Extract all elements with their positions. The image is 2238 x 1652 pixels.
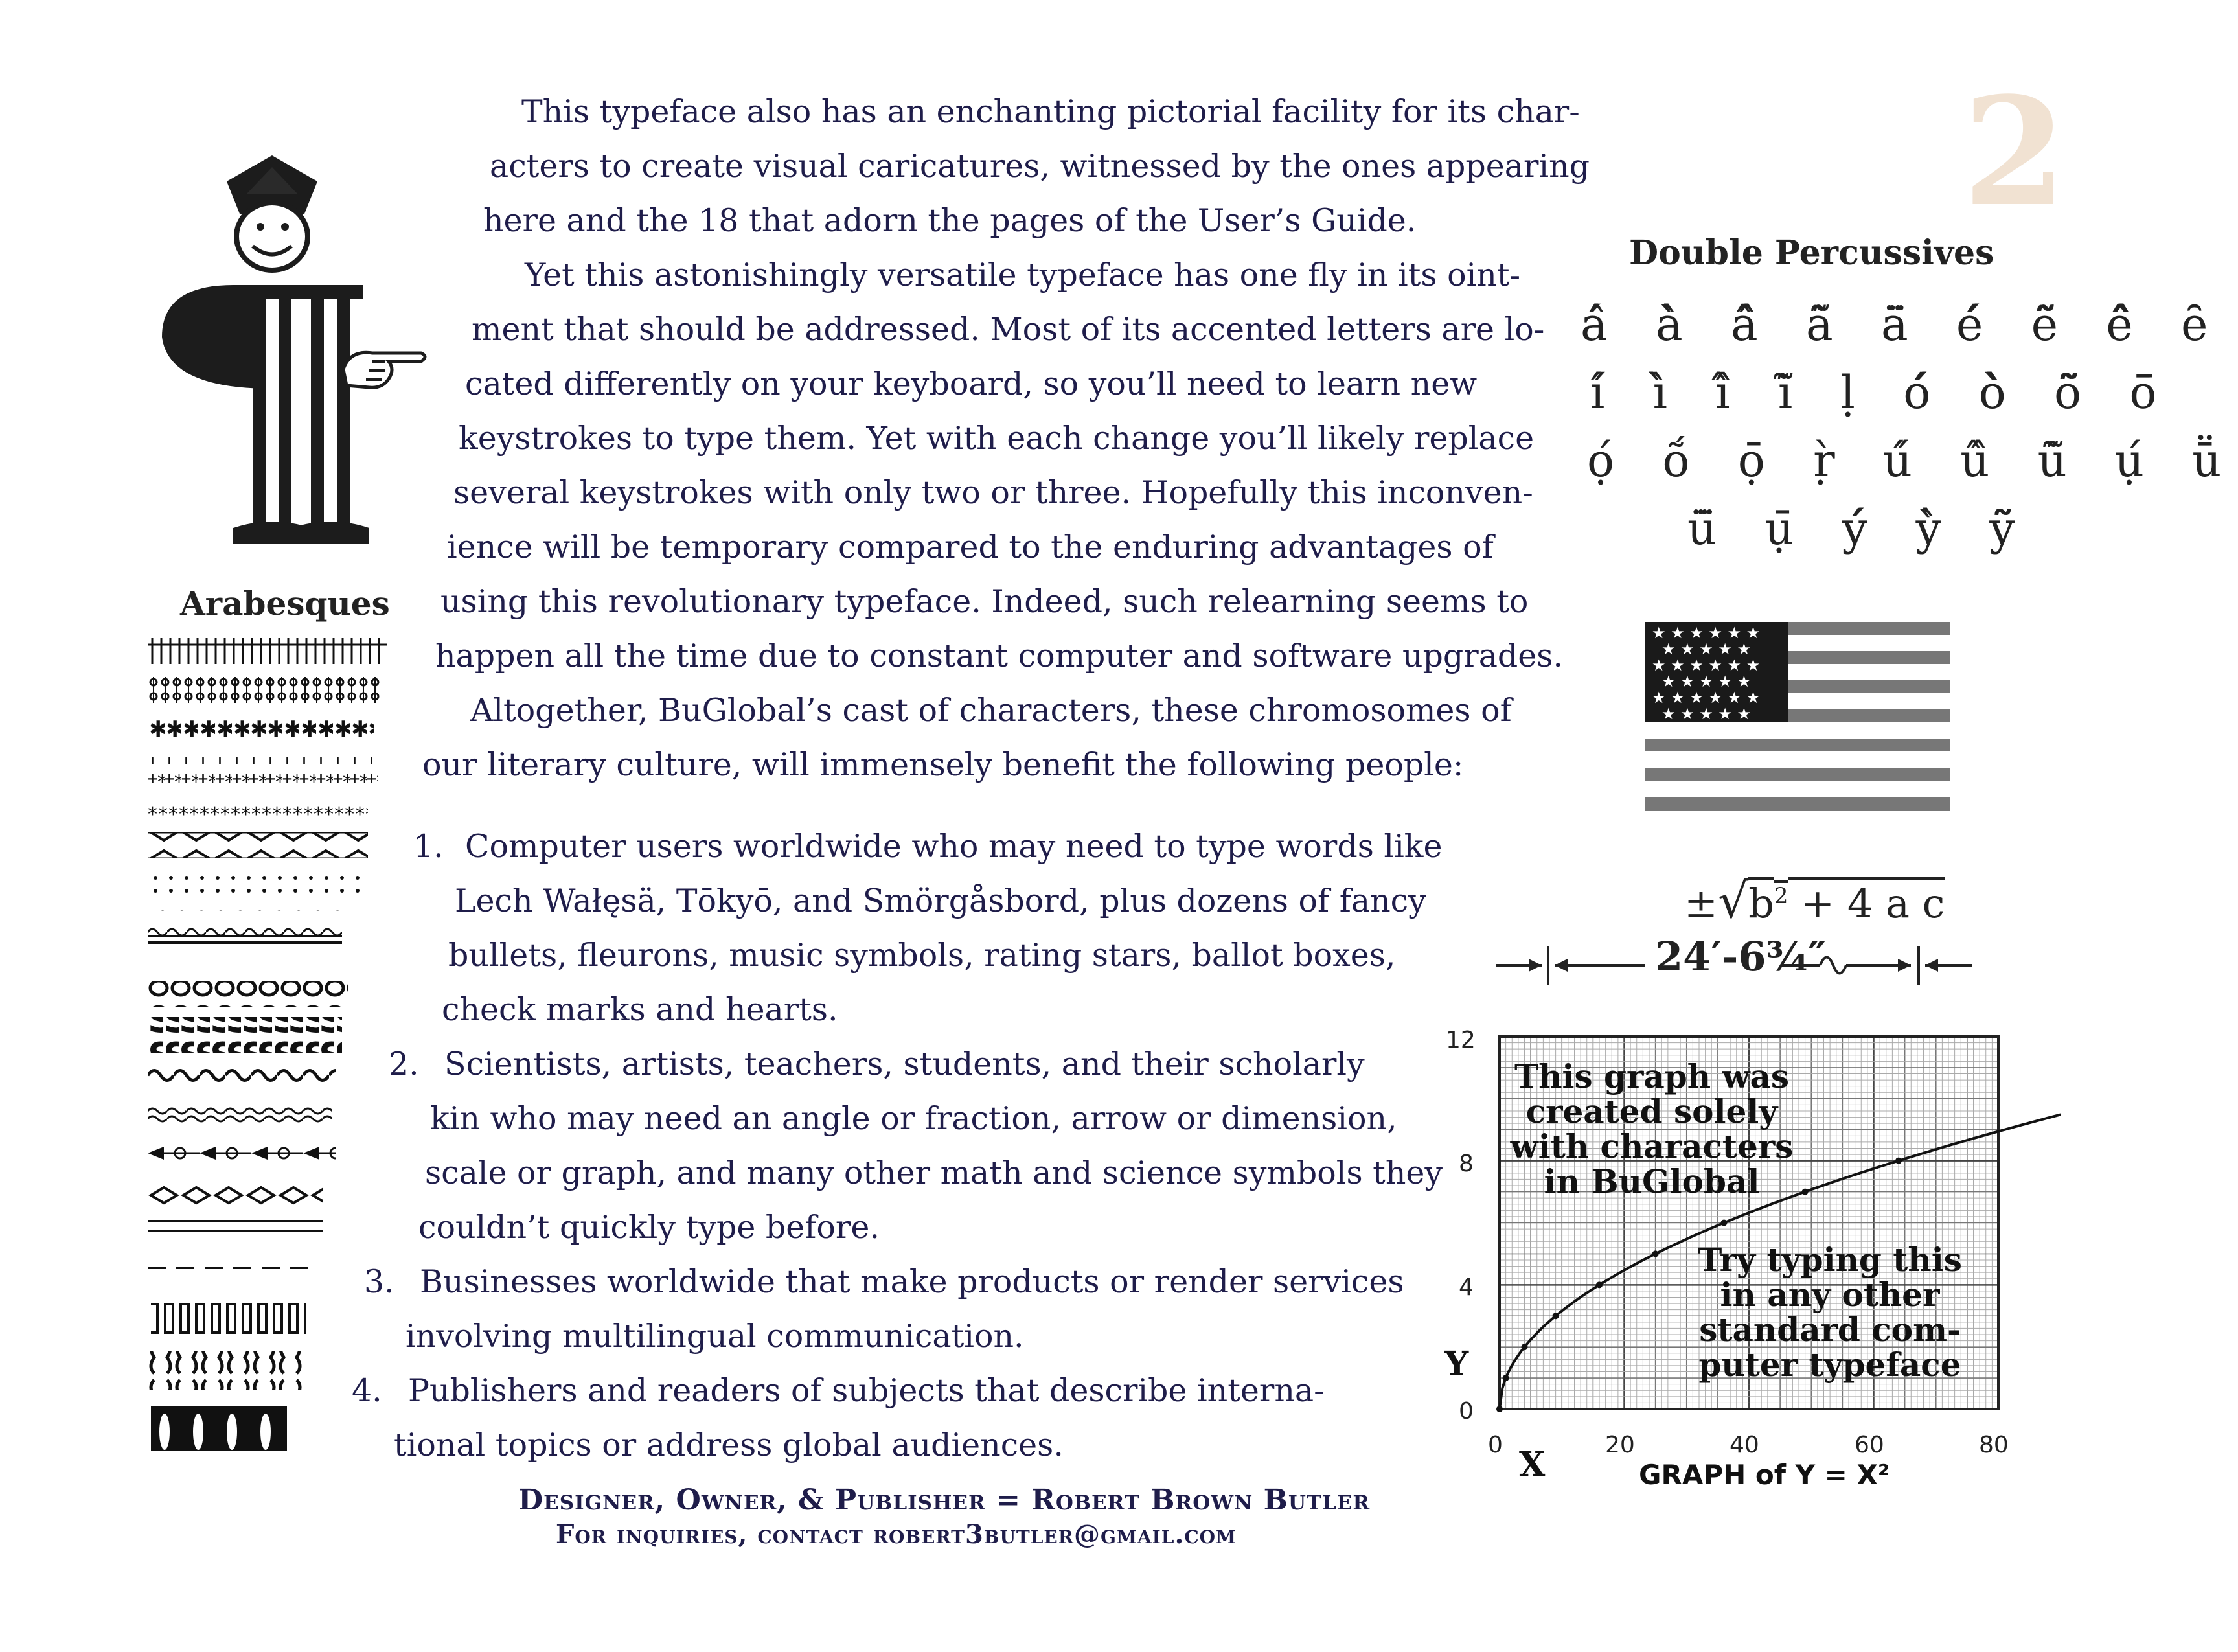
svg-text:★ ★ ★ ★ ★ ★: ★ ★ ★ ★ ★ ★ [1652, 656, 1761, 674]
paragraph-line: several keystrokes with only two or three. Hopefully this inconven- [453, 474, 1533, 511]
x-tick-label: 60 [1855, 1432, 1884, 1458]
paragraph-line: This typeface also has an enchanting pictorial facility for its char- [521, 93, 1580, 130]
double-percussives-title: Double Percussives [1629, 233, 1994, 273]
data-point [1503, 1375, 1509, 1381]
graph-note-2-line: standard com- [1699, 1311, 1961, 1349]
data-point [1721, 1220, 1728, 1226]
y-tick-label: 4 [1459, 1274, 1474, 1301]
double-percussives-row: ü̈ ụ̄ ý́ ỳ̀ ỹ̃ [1687, 502, 2032, 555]
graph-note-1-line: created solely [1525, 1092, 1778, 1130]
svg-text:★ ★ ★ ★ ★: ★ ★ ★ ★ ★ [1661, 640, 1752, 658]
radicand-b: b [1748, 877, 1774, 927]
svg-text:★ ★ ★ ★ ★: ★ ★ ★ ★ ★ [1661, 672, 1752, 691]
y-tick-label: 8 [1459, 1151, 1474, 1177]
list-number: 2. [389, 1046, 419, 1083]
data-point [1652, 1250, 1659, 1257]
list-item-line: Lech Wałęsä, Tōkyō, and Smörgåsbord, plus dozens of fancy [455, 882, 1426, 919]
x-tick-label: 20 [1605, 1432, 1635, 1458]
data-point [1496, 1406, 1503, 1412]
graph-note-1-line: in BuGlobal [1544, 1162, 1760, 1200]
list-item-line: involving multilingual communication. [405, 1318, 1024, 1355]
list-item-line: couldn’t quickly type before. [418, 1209, 880, 1246]
list-item-line: scale or graph, and many other math and science symbols they [425, 1154, 1443, 1191]
radicand-rest: + 4 a c [1788, 877, 1945, 927]
double-percussives-row: ọ́ ṍ ọ̄ ṛ̀ ú́ û̂ ũ̃ ụ́ ṻ [1587, 434, 2238, 487]
graph-note-2-line: puter typeface [1698, 1346, 1961, 1384]
list-item-line: Publishers and readers of subjects that describe interna- [408, 1372, 1325, 1409]
arabesques-title: Arabesques [180, 584, 390, 623]
data-point [1596, 1281, 1603, 1288]
svg-text:★ ★ ★ ★ ★: ★ ★ ★ ★ ★ [1661, 705, 1752, 723]
y-tick-label: 0 [1459, 1398, 1474, 1425]
graph-note-2-line: in any other [1720, 1276, 1940, 1314]
x-axis-label: X [1519, 1445, 1546, 1484]
graph-note-1 [1509, 1059, 1794, 1199]
graph-note-2-line: Try typing this [1698, 1241, 1962, 1279]
plus-minus-sign: ± [1684, 880, 1718, 927]
svg-text:★ ★ ★ ★ ★ ★: ★ ★ ★ ★ ★ ★ [1652, 624, 1761, 642]
paragraph-line: cated differently on your keyboard, so you’ll need to learn new [465, 365, 1478, 402]
radical-formula [1684, 873, 1945, 929]
paragraph-line: using this revolutionary typeface. Indeed, such relearning seems to [440, 583, 1529, 620]
graph-note-1-line: with characters [1510, 1127, 1794, 1165]
paragraph-line: ience will be temporary compared to the enduring advantages of [447, 529, 1494, 566]
list-number: 4. [352, 1372, 382, 1409]
graph-note-2 [1687, 1243, 1972, 1382]
y-tick-label: 12 [1446, 1027, 1476, 1053]
list-item-line: Computer users worldwide who may need to type words like [465, 828, 1443, 865]
flag-illustration [1645, 622, 1950, 811]
list-item-line: Scientists, artists, teachers, students, and their scholarly [444, 1046, 1365, 1083]
data-point [1522, 1344, 1528, 1350]
list-number: 1. [413, 828, 444, 865]
paragraph-line: ment that should be addressed. Most of its accented letters are lo- [472, 311, 1545, 348]
data-point [1553, 1313, 1559, 1319]
paragraph-line: acters to create visual caricatures, witnessed by the ones appearing [490, 148, 1590, 185]
radical-sign: √ [1717, 873, 1749, 929]
footer-contact-line: For inquiries, contact robert3butler@gmail.com [556, 1519, 1237, 1550]
list-item-line: check marks and hearts. [442, 991, 838, 1028]
footer-designer-line: Designer, Owner, & Publisher = Robert Brown Butler [518, 1484, 1371, 1517]
pilcrow-mascot-illustration [149, 155, 434, 551]
double-percussives-row: í́ ì̀ î̂ ĩ̃ ḷ ó́ ò̀ õ̃ ō̄ [1590, 366, 2174, 419]
graph-note-1-line: This graph was [1514, 1057, 1790, 1096]
list-item-line: kin who may need an angle or fraction, arrow or dimension, [430, 1100, 1397, 1137]
dimension-label: 24′-6¾″ [1655, 933, 1826, 980]
x-tick-label: 40 [1730, 1432, 1759, 1458]
svg-text:★ ★ ★ ★ ★ ★: ★ ★ ★ ★ ★ ★ [1652, 689, 1761, 707]
double-percussives-row: á̂ à̀ â̂ ã̃ ä̈ é́ ẽ̃ ê̂ ȇ [1581, 298, 2225, 351]
list-item-line: Businesses worldwide that make products or render services [420, 1263, 1404, 1300]
paragraph-line: keystrokes to type them. Yet with each change you’ll likely replace [459, 420, 1535, 457]
y-axis-label: Y [1444, 1344, 1469, 1384]
page-number: 2 [1963, 65, 2067, 240]
data-point [1895, 1158, 1902, 1164]
list-item-line: bullets, fleurons, music symbols, rating stars, ballot boxes, [448, 937, 1396, 974]
graph-caption: GRAPH of Y = X² [1639, 1459, 1890, 1491]
paragraph-line: our literary culture, will immensely benefit the following people: [422, 746, 1464, 783]
data-point [1802, 1189, 1809, 1195]
list-number: 3. [364, 1263, 394, 1300]
paragraph-line: happen all the time due to constant computer and software upgrades. [435, 637, 1564, 674]
radicand-exponent: 2 [1774, 880, 1788, 909]
x-tick-label: 0 [1488, 1432, 1503, 1458]
paragraph-line: Yet this astonishingly versatile typeface has one fly in its oint- [525, 257, 1521, 293]
paragraph-line: Altogether, BuGlobal’s cast of characters, these chromosomes of [470, 692, 1512, 729]
paragraph-line: here and the 18 that adorn the pages of the User’s Guide. [483, 202, 1417, 239]
x-tick-label: 80 [1979, 1432, 2009, 1458]
list-item-line: tional topics or address global audiences. [394, 1427, 1064, 1463]
